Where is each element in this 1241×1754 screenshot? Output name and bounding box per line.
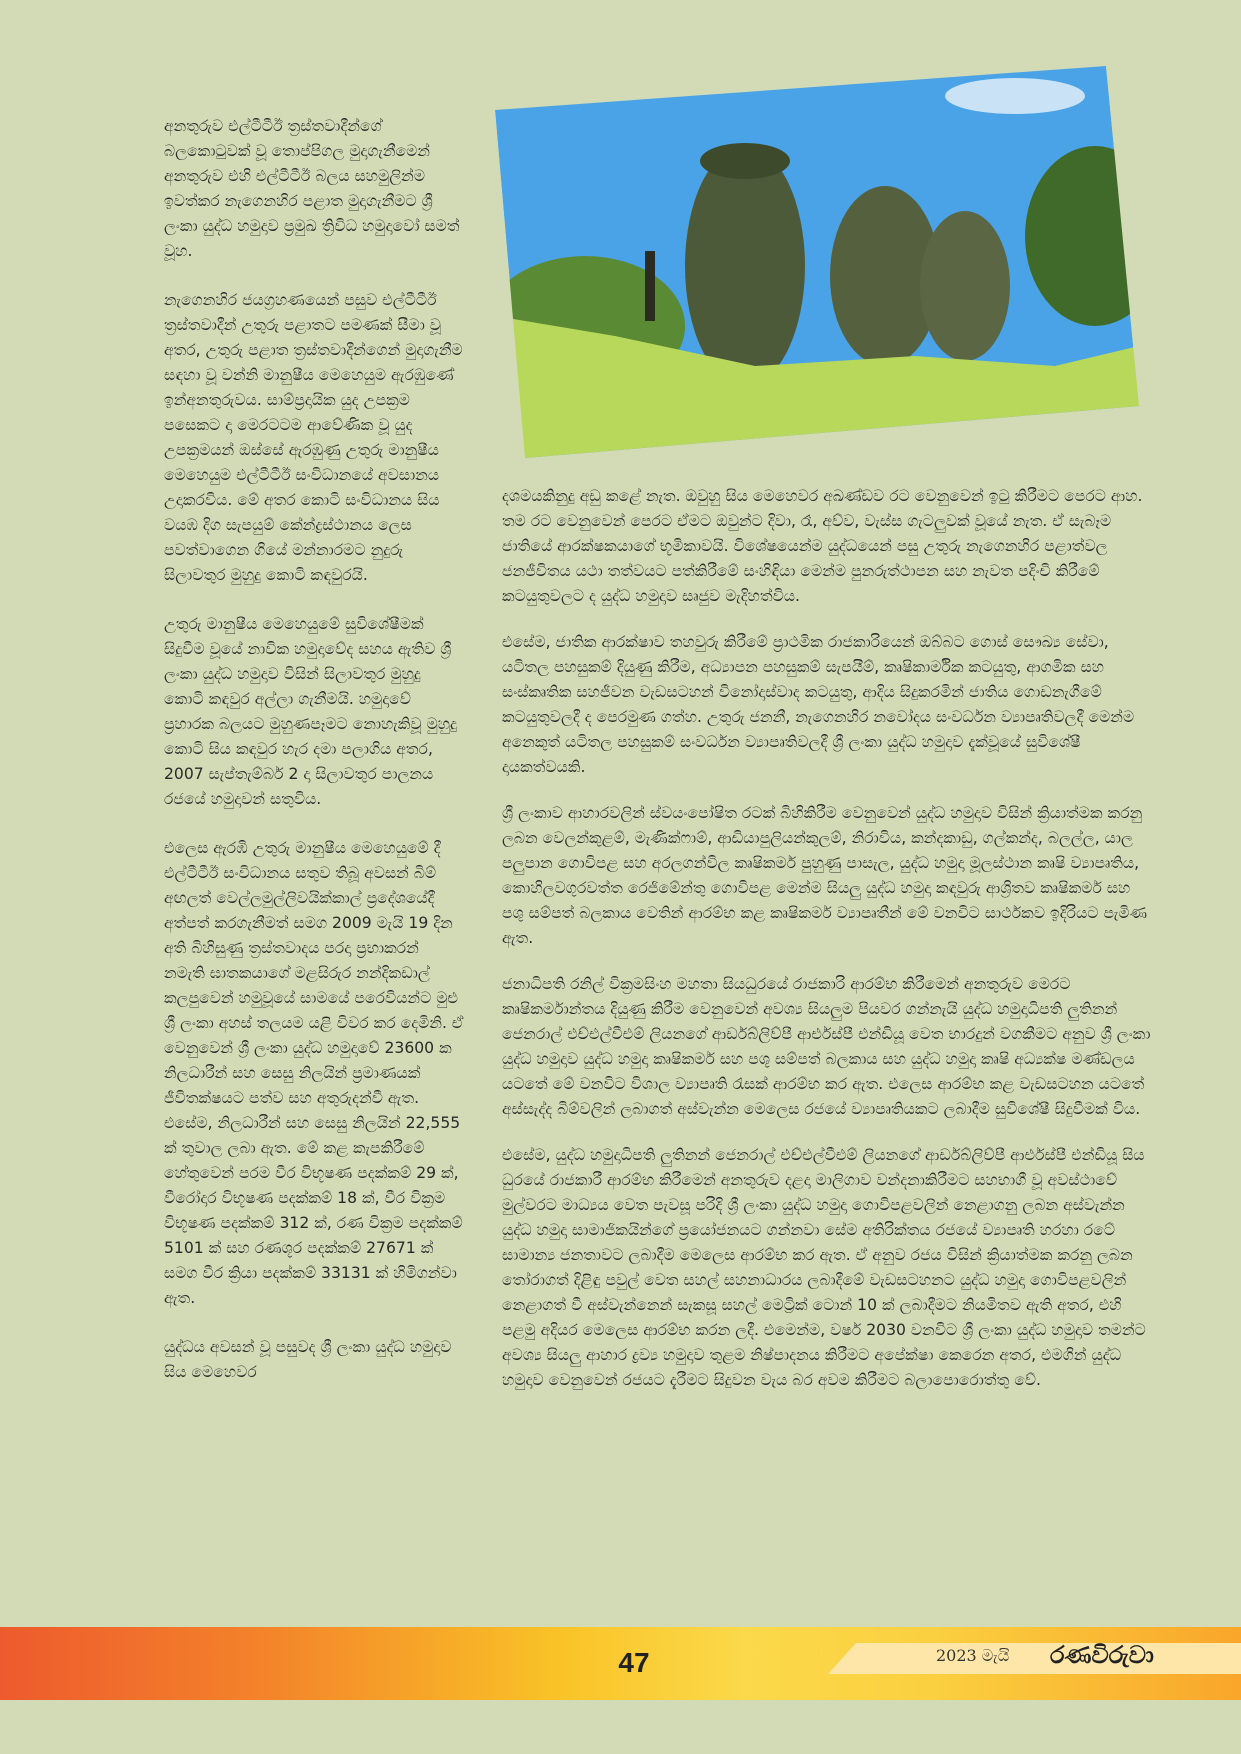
photo-cloud [945,78,1085,114]
left-paragraph-2: නැගෙනහිර ජයග්‍රහණයෙන් පසුව එල්ටීටීඊ ත්‍රස්තවාදීන් උතුරු පළාතට පමණක් සීමා වූ අතර, උතුරු පළාත ත්‍රස්තවාදීන්ගෙන් මුදාගැනීම සඳහා වූ වන්නි මානුෂීය මෙහෙයුම ඇරඹුණේ ඉන්අනතුරුවය. සාම්ප්‍රදායික යුද උපක්‍රම පසෙකට දා මෙරටටම ආවේණික වූ යුද උපක්‍රමයන් ඔස්සේ ඇරඹුණු උතුරු මානුෂීය මෙහෙයුම එල්ටීටීඊ සංවිධානයේ අවසානය උදාකරවිය. මේ අතර කොටි සංවිධානය සිය වයඹ දිග සැපයුම් කේන්ද්‍රස්ථානය ලෙස පවත්වාගෙන ගියේ මන්නාරමට නුදුරු සිලාවතුර මුහුදු කොටි කඳවුරයි. [164,291,463,584]
magazine-name: රණවිරුවා [1050,1641,1154,1669]
right-paragraph-4: ජනාධිපති රනිල් වික්‍රමසිංහ මහතා සියධුරයේ රාජකාරි ආරම්භ කිරීමෙන් අනතුරුව මෙරට කෘෂිකර්මාන්තය දියුණු කිරීම වෙනුවෙන් අවශ්‍ය සියලුම පියවර ගන්නැයි යුද්ධ හමුදාධිපති ලුතිනන් ජෙනරාල් එච්එල්වීඑම් ලියනගේ ආර්ඩබ්ලිව්පී ආර්එස්පී එන්ඩියූ වෙත භාරදුන් වගකීමට අනුව ශ්‍රී ලංකා යුද්ධ හමුදාව යුද්ධ හමුදා කෘෂිකර්ම සහ පශු සම්පත් බලකාය සහ යුද්ධ හමුදා කෘෂි අධ්‍යක්ෂ මණ්ඩලය යටතේ මේ වනවිට විශාල ව්‍යාපෘති රැසක් ආරම්භ කර ඇත. එලෙස ආරම්භ කළ වැඩසටහන යටතේ අස්සැද්ද බිම්වලින් ලබාගත් අස්වැන්න මෙලෙස රජයේ ව්‍යාපෘතියකට ලබාදීම සුවිශේෂී සිදුවීමක් විය. [502,975,1151,1118]
photo-rifle [645,251,655,321]
photo-soldier-hat [700,143,790,179]
right-column [502,484,1154,1414]
right-paragraph-5: එසේම, යුද්ධ හමුදාධිපති ලුතිනන් ජෙනරාල් එච්එල්වීඑම් ලියනගේ ආර්ඩබ්ලිව්පී ආර්එස්පී එන්ඩියූ සිය ධුරයේ රාජකාරී ආරම්භ කිරීමෙන් අනතුරුව දළදා මාලිගාව වන්දනාකිරීමට සහභාගී වූ අවස්ථාවේ මුල්වරට මාධ්‍යය වෙත පැවසූ පරිදි ශ්‍රී ලංකා යුද්ධ හමුදා ගොවිපළවලින් නෙළාගනු ලබන අස්වැන්න යුද්ධ හමුදා සාමාජිකයින්ගේ ප්‍රයෝජනයට ගන්නවා සේම අතිරික්තය රජයේ ව්‍යාපෘති හරහා රටේ සාමාන්‍ය ජනතාවට ලබාදීම මෙලෙස ආරම්භ කර ඇත. ඒ අනුව රජය විසින් ක්‍රියාත්මක කරනු ලබන තෝරාගත් දිළිඳු පවුල් වෙත සහල් සහනාධාරය ලබාදීමේ වැඩසටහනට යුද්ධ හමුදා ගොවිපළවලින් නෙළාගත් වී අස්වැන්නෙන් සැකසූ සහල් මෙට්‍රික් ටොන් 10 ක් ලබාදීමට නියමිතව ඇති අතර, එහි පළමු අදියර මෙලෙස ආරම්භ කරන ලදී. එමෙන්ම, වර්ෂ 2030 වනවිට ශ්‍රී ලංකා යුද්ධ හමුදාව තමන්ට අවශ්‍ය සියලු ආහාර ද්‍රව්‍ය හමුදාව තුළම නිෂ්පාදනය කිරීමට අපේක්ෂා කෙරෙන අතර, එමගින් යුද්ධ හමුදාව වෙනුවෙන් රජයට දැරීමට සිදුවන වැය බර අවම කිරීමට බලාපොරොත්තු වේ. [502,1146,1146,1389]
page-number: 47 [618,1647,650,1678]
photo-soldier-third [920,211,1010,361]
left-paragraph-5: යුද්ධය අවසන් වූ පසුවද ශ්‍රී ලංකා යුද්ධ හමුදාව සිය මෙහෙවර [164,1338,452,1381]
right-paragraph-1: දශමයකිනුදු අඩු කළේ නැත. ඔවුහු සිය මෙහෙවර අඛණ්ඩව රට වෙනුවෙන් ඉටු කිරීමට පෙරට ආහ. තම රට වෙනුවෙන් පෙරට ඒමට ඔවුන්ට දිවා, රෑ, අව්ව, වැස්ස ගැටලුවක් වූයේ නැත. ඒ සැබෑම ජාතියේ ආරක්ෂකයාගේ භූමිකාවයි. විශේෂයෙන්ම යුද්ධයෙන් පසු උතුරු නැගෙනහිර පළාත්වල ජනජීවිතය යථා තත්වයට පත්කිරීමේ සංහිඳියා මෙන්ම පුනරුත්ථාපන සහ නැවත පදිංචි කිරීමේ කටයුතුවලට ද යුද්ධ හමුදාව සෘජුව මැදිහත්විය. [502,487,1143,605]
soldiers-photo [495,66,1139,458]
right-paragraph-2: එසේම, ජාතික ආරක්ෂාව තහවුරු කිරීමේ ප්‍රාථමික රාජකාරියෙන් ඔබ්බට ගොස් සෞඛ්‍ය සේවා, යටිතල පහසුකම් දියුණු කිරීම, අධ්‍යාපන පහසුකම් සැපයීම්, කෘෂිකාර්මික කටයුතු, ආගමික සහ සංස්කෘතික සහජීවන වැඩසටහන් විනෝදාස්වාද කටයුතු, ආදිය සිදුකරමින් ජාතිය ගොඩනැගීමේ කටයුතුවලදී ද පෙරමුණ ගත්හ. උතුරු ජනනී, නැගෙනහිර නවෝදය සංවර්ධන ව්‍යාපෘතිවලදී මෙන්ම අනෙකුත් යටිතල පහසුකම් සංවර්ධන ව්‍යාපෘතිවලදී ශ්‍රී ලංකා යුද්ධ හමුදාව දැක්වූයේ සුවිශේෂී දායකත්වයකි. [502,633,1135,776]
left-paragraph-3: උතුරු මානුෂීය මෙහෙයුමේ සුවිශේෂීමක් සිදුවීම වූයේ නාවික හමුදාවේද සහය ඇතිව ශ්‍රී ලංකා යුද්ධ හමුදාව විසින් සිලාවතුර මුහුදු කොටි කඳවුර අල්ලා ගැනීමයි. හමුදාවේ ප්‍රහාරක බලයට මුහුණපෑමට නොහැකිවූ මුහුදු කොටි සිය කඳවුර හැර දමා පලාගිය අතර, 2007 සැප්තැම්බර් 2 දා සිලාවතුර පාලනය රජයේ හමුදාවන් සතුවිය. [164,615,457,808]
issue-date: 2023 මැයි [936,1646,1010,1665]
left-column [164,114,464,1409]
right-paragraph-3: ශ්‍රී ලංකාව ආහාරවලින් ස්වයංපෝෂිත රටක් බිහිකිරීම වෙනුවෙන් යුද්ධ හමුදාව විසින් ක්‍රියාත්මක කරනු ලබන වෙලන්කුළම්, මැණික්ෆාම්, ආඩියාපුලියන්කුලම්, නිරාවිය, කන්දකාඩු, ගල්කන්ද, බලල්ල, යාල පලුපාන ගොවිපළ සහ අරලගන්විල කෘෂිකර්ම පුහුණු පාසැල, යුද්ධ හමුදා මූලස්ථාන කෘෂි ව්‍යාපෘතිය, කොහිලවගුරවත්ත රෙජිමේන්තු ගොවිපළ මෙන්ම සියලු යුද්ධ හමුදා කඳවුරු ආශ්‍රිතව කෘෂිකර්ම සහ පශු සම්පත් බලකාය වෙතින් ආරම්භ කළ කෘෂිකර්ම ව්‍යාපෘතීන් මේ වනවිට සාර්ථකව ඉදිරියට පැමිණ ඇත. [502,804,1148,947]
masthead-tab [828,1643,1241,1674]
left-paragraph-4: එලෙස ඇරඹි උතුරු මානුෂීය මෙහෙයුමේ දී එල්ටීටීඊ සංවිධානය සතුව තිබූ අවසන් බිම් අඟලත් වෙල්ලමුල්ලිවයික්කාල් ප්‍රදේශයේදී අත්පත් කරගැනීමත් සමග 2009 මැයි 19 දින අති බිහිසුණු ත්‍රස්තවාදය පරදා ප්‍රභාකරන් නමැති ඝාතකයාගේ මළසිරුර නන්දිකඩාල් කලපුවෙන් හමුවූයේ සාමයේ පරෙවියන්ට මුළු ශ්‍රී ලංකා අහස් තලයම යළි විවර කර දෙමිනි. ඒ වෙනුවෙන් ශ්‍රී ලංකා යුද්ධ හමුදාවේ 23600 ක නිලධාරීන් සහ සෙසු නිලයින් ප්‍රමාණයක් ජීවිතක්ෂයට පත්ව සහ අතුරුදන්වී ඇත. එසේම, නිලධාරීන් සහ සෙසු නිලයින් 22,555 ක් තුවාල ලබා ඇත. මේ කළ කැපකිරීමේ හේතුවෙන් පරම වීර විභූෂණ පදක්කම් 29 ක්, වීරෝදාර විභූෂණ පදක්කම් 18 ක්, වීර වික්‍රම විභූෂණ පදක්කම් 312 ක්, රණ වික්‍රම පදක්කම් 5101 ක් සහ රණශූර පදක්කම් 27671 ක් සමග වීර ක්‍රියා පදක්කම් 33131 ක් හිමිගන්වා ඇත. [164,839,464,1307]
photo-soldier-lead [685,146,805,386]
left-paragraph-1: අනතුරුව එල්ටීටීඊ ත්‍රස්තවාදීන්ගේ බලකොටුවක් වූ තොප්පිගල මුදාගැනීමෙන් අනතුරුව එහි එල්ටීටීඊ බලය සහමුලින්ම ඉවත්කර නැගෙනහිර පළාත මුදාගැනීමට ශ්‍රී ලංකා යුද්ධ හමුදාව ප්‍රමුඛ ත්‍රිවිධ හමුදාවෝ සමත් වූහ. [164,117,460,260]
photo-illustration [495,66,1139,458]
